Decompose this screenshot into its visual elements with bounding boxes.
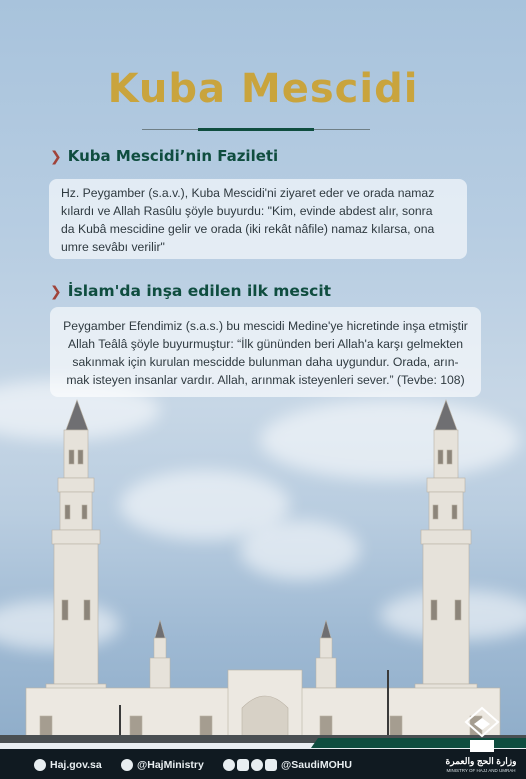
facebook-icon	[223, 759, 235, 771]
small-minaret-right	[316, 620, 336, 688]
right-minaret	[415, 400, 477, 704]
text-card-virtue	[49, 179, 467, 259]
text-line: Hz. Peygamber (s.a.v.), Kuba Mescidi'ni ziyaret eder ve orada namaz	[61, 186, 435, 200]
small-minaret-left	[150, 620, 170, 688]
tiktok-icon	[251, 759, 263, 771]
footer-twitter-link[interactable]	[121, 757, 204, 773]
instagram-icon	[265, 759, 277, 771]
text-line: Peygamber Efendimiz (s.a.s.) bu mescidi Medine'ye hicretinde inşa etmiştir	[63, 319, 468, 333]
left-minaret	[46, 400, 106, 704]
text-card-first-mosque	[50, 307, 481, 397]
ministry-name-english: MINISTRY OF HAJJ AND UMRAH	[446, 768, 516, 773]
page-title: Kuba Mescidi	[107, 66, 419, 112]
text-line: Allah Teâlâ şöyle buyurmuştur: “İlk gününden beri Allah'a karşı gelmekten	[67, 337, 464, 351]
footer-social-links[interactable]	[223, 757, 352, 773]
youtube-icon	[237, 759, 249, 771]
footer-twitter-text: @HajMinistry	[137, 759, 204, 771]
section-heading-virtue	[50, 147, 278, 165]
mosque-illustration	[0, 390, 526, 750]
footer-social-text: @SaudiMOHU	[281, 759, 352, 771]
text-line: mak isteyen insanlar vardır. Allah, arınmak isteyenleri sever.” (Tevbe: 108)	[66, 373, 465, 387]
section-heading-first-mosque	[50, 282, 331, 300]
globe-icon	[34, 759, 46, 771]
title-divider-accent	[198, 128, 314, 131]
footer-website-link[interactable]	[34, 757, 102, 773]
chevron-right-icon: ❯	[50, 284, 62, 300]
twitter-icon	[121, 759, 133, 771]
section-heading-text: İslam'da inşa edilen ilk mescit	[67, 282, 332, 300]
text-line: da Kubâ mescidine gelir ve orada (iki rekât nâfile) namaz kılarsa, ona	[61, 222, 435, 236]
text-line: kılardı ve Allah Rasûlu şöyle buyurdu: "Kim, evinde abdest alır, sonra	[61, 204, 433, 218]
chevron-right-icon: ❯	[50, 149, 62, 165]
text-line: umre sevâbı verilir"	[61, 240, 165, 254]
ministry-name-arabic: وزارة الحج والعمرة	[445, 756, 517, 766]
section-heading-text: Kuba Mescidi’nin Fazileti	[67, 147, 279, 165]
footer-website-text: Haj.gov.sa	[50, 759, 102, 771]
text-line: sakınmak için kurulan mescidde bulunman daha uygundur. Orada, arın-	[72, 355, 459, 369]
